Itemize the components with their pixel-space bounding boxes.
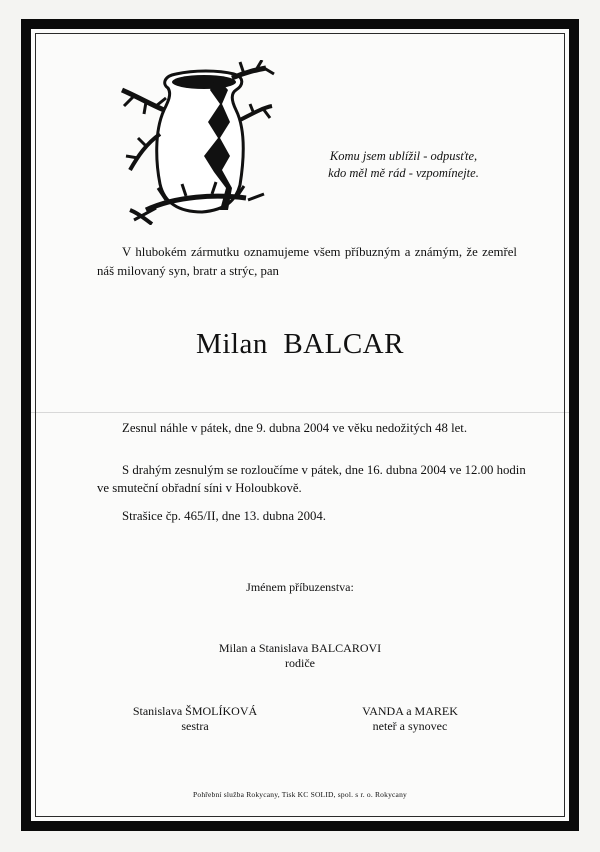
deceased-name: Milan BALCAR: [196, 328, 404, 360]
on-behalf-of-family: Jménem příbuzenstva:: [246, 580, 354, 594]
signatory-niece-nephew-relation: neteř a synovec: [372, 719, 448, 733]
signatory-sister-names: Stanislava ŠMOLÍKOVÁ: [132, 704, 258, 718]
signatory-sister-relation: sestra: [181, 719, 209, 733]
signatory-sister: [120, 704, 270, 734]
signatory-niece-nephew-names: VANDA a MAREK: [362, 704, 458, 718]
signatory-niece-nephew: [340, 704, 480, 734]
funeral-notice-line-1: S drahým zesnulým se rozloučíme v pátek, dne 16. dubna 2004 ve 12.00 hodin: [122, 463, 526, 477]
printer-footer: Pohřební služba Rokycany, Tisk KC SOLID, spol. s r. o. Rokycany: [193, 790, 407, 799]
death-notice: Zesnul náhle v pátek, dne 9. dubna 2004 ve věku nedožitých 48 let.: [122, 421, 468, 435]
signatory-parents-names: Milan a Stanislava BALCAROVI: [218, 641, 382, 655]
funeral-notice-line-2: ve smuteční obřadní síni v Holoubkově.: [97, 481, 302, 495]
motto-line-2: kdo měl mě rád - vzpomínejte.: [328, 166, 479, 180]
broken-vase-thorns-icon: [116, 60, 276, 225]
announcement-intro: V hlubokém zármutku oznamujeme všem příbuzným a známým, že zemřel náš milovaný syn, bratr a strýc, pan: [97, 245, 517, 278]
signatory-parents-relation: rodiče: [285, 656, 315, 670]
motto: [296, 148, 511, 182]
place-date: Strašice čp. 465/II, dne 13. dubna 2004.: [122, 509, 326, 523]
motto-line-1: Komu jsem ublížil - odpusťte,: [329, 149, 478, 163]
